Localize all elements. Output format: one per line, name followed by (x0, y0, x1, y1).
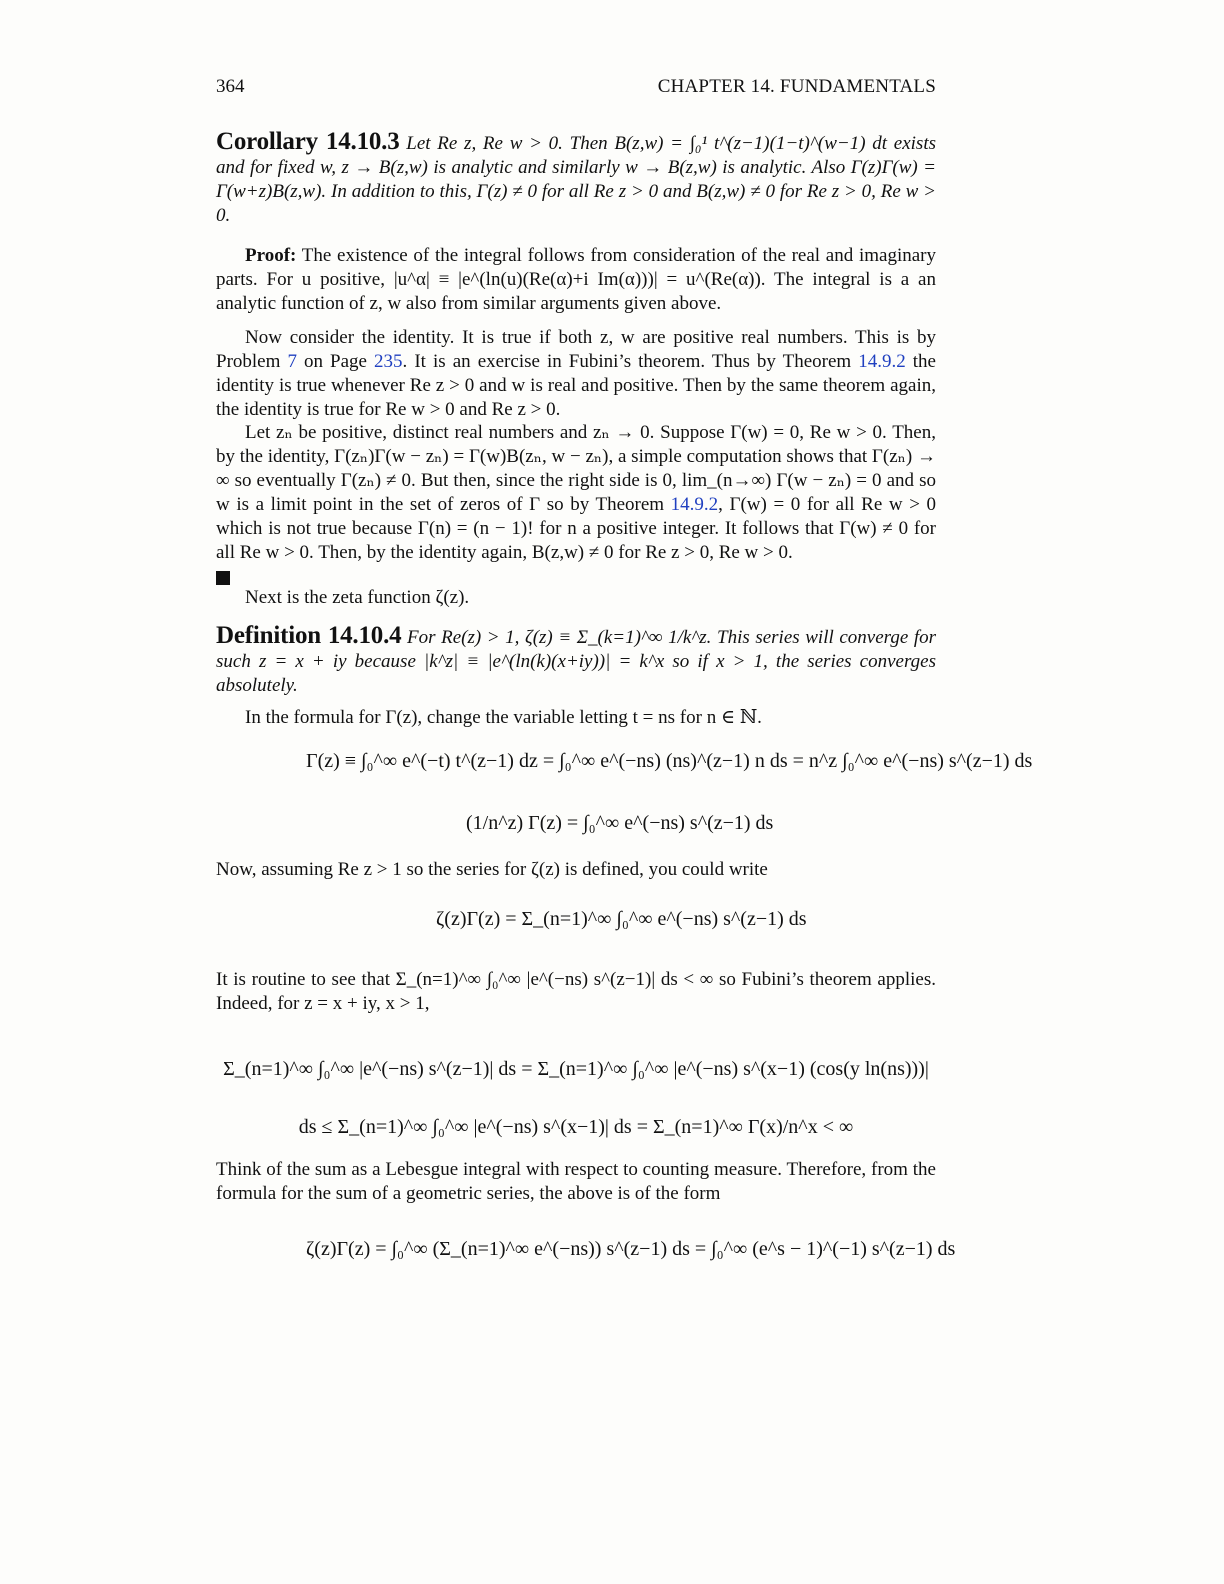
equation-gamma-over-nz: (1/n^z) Γ(z) = ∫₀^∞ e^(−ns) s^(z−1) ds (466, 812, 774, 834)
assuming-text (216, 858, 936, 882)
proof-text-2b: on Page (296, 351, 375, 372)
definition-label: Definition 14.10.4 (216, 622, 402, 649)
corollary-statement: Let Re z, Re w > 0. Then B(z,w) = ∫₀¹ t^(z−1)(1−t)^(w−1) dt exists and for fixed w, z → B(z,w) is analytic and similarly w → B(z,w) is analytic. Also Γ(z)Γ(w) = Γ(w+z)B(z,w). In addition to this, Γ(z) ≠ 0 for all Re z > 0 and B(z,w) ≠ 0 for Re z > 0, Re w > 0. (216, 133, 936, 226)
proof-text-1: The existence of the integral follows from consideration of the real and imaginary parts. For u positive, |u^α| ≡ |e^(ln(u)(Re(α)+i Im(α)))| = u^(Re(α)). The integral is a an analytic function of z, w also from similar arguments given above. (216, 245, 936, 314)
chapter-title: CHAPTER 14. FUNDAMENTALS (657, 76, 936, 97)
equation-geometric-series: ζ(z)Γ(z) = ∫₀^∞ (Σ_(n=1)^∞ e^(−ns)) s^(z−1) ds = ∫₀^∞ (e^s − 1)^(−1) s^(z−1) ds (306, 1238, 956, 1260)
proof-paragraph-3 (216, 421, 936, 589)
zeta-intro (216, 586, 936, 610)
proof-text-2a: Now consider the identity. It is true if both z, w are positive real numbers. This is by Problem (216, 327, 936, 372)
think-sentence: Think of the sum as a Lebesgue integral with respect to counting measure. Therefore, from the formula for the sum of a geometric series, the above is of the form (216, 1159, 936, 1204)
equation-zeta-gamma-sum: ζ(z)Γ(z) = Σ_(n=1)^∞ ∫₀^∞ e^(−ns) s^(z−1) ds (436, 908, 807, 930)
change-variable-text (216, 706, 936, 730)
proof-text-2d: the identity is true whenever Re z > 0 and w is real and positive. Then by the same theorem again, the identity is true for Re w > 0 and Re z > 0. (216, 351, 936, 420)
routine-sentence: It is routine to see that Σ_(n=1)^∞ ∫₀^∞ |e^(−ns) s^(z−1)| ds < ∞ so Fubini’s theorem applies. Indeed, for z = x + iy, x > 1, (216, 969, 936, 1014)
theorem-link[interactable]: 14.9.2 (858, 351, 906, 372)
page-header (216, 76, 936, 102)
think-text (216, 1158, 936, 1206)
theorem-link-2[interactable]: 14.9.2 (670, 494, 719, 515)
definition-block (216, 624, 936, 698)
page-link[interactable]: 235 (374, 351, 403, 372)
zeta-intro-text: Next is the zeta function ζ(z). (245, 587, 470, 608)
corollary-label: Corollary 14.10.3 (216, 128, 400, 155)
page-number: 364 (216, 76, 245, 97)
proof-paragraph-1 (216, 244, 936, 316)
problem-link[interactable]: 7 (287, 351, 297, 372)
proof-text-2c: . It is an exercise in Fubini’s theorem. Thus by Theorem (402, 351, 859, 372)
proof-text-3a: Let zₙ be positive, distinct real numbers and zₙ → 0. Suppose Γ(w) = 0, Re w > 0. Then, by the identity, Γ(zₙ)Γ(w − zₙ) = Γ(w)B(zₙ, w − zₙ), a simple computation shows that Γ(zₙ) → ∞ so eventually Γ(zₙ) ≠ 0. But then, since the right side is 0, lim_(n→∞) Γ(w − zₙ) = 0 and so w is a limit point in the set of zeros of Γ so by Theorem (216, 422, 936, 515)
change-variable-sentence: In the formula for Γ(z), change the variable letting t = ns for n ∈ ℕ. (245, 707, 762, 728)
equation-fubini-bound: Σ_(n=1)^∞ ∫₀^∞ |e^(−ns) s^(z−1)| ds = Σ_(n=1)^∞ ∫₀^∞ |e^(−ns) s^(x−1) (cos(y ln(ns)))| ds ≤ Σ_(n=1)^∞ ∫₀^∞ |e^(−ns) s^(x−1)| ds = Σ_(n=1)^∞ Γ(x)/n^x < ∞ (223, 1058, 929, 1138)
proof-paragraph-2 (216, 326, 936, 422)
routine-text (216, 968, 936, 1016)
definition-statement: For Re(z) > 1, ζ(z) ≡ Σ_(k=1)^∞ 1/k^z. This series will converge for such z = x + iy because |k^z| ≡ |e^(ln(k)(x+iy))| = k^x so if x > 1, the series converges absolutely. (216, 627, 937, 696)
qed-square-icon (216, 571, 230, 585)
equation-gamma-substitution: Γ(z) ≡ ∫₀^∞ e^(−t) t^(z−1) dz = ∫₀^∞ e^(−ns) (ns)^(z−1) n ds = n^z ∫₀^∞ e^(−ns) s^(z−1) ds (306, 750, 1033, 772)
corollary-block (216, 130, 936, 228)
proof-label: Proof: (245, 245, 297, 266)
assuming-sentence: Now, assuming Re z > 1 so the series for ζ(z) is defined, you could write (216, 859, 768, 880)
proof-text-3b: , Γ(w) = 0 for all Re w > 0 which is not true because Γ(n) = (n − 1)! for n a positive integer. It follows that Γ(w) ≠ 0 for all Re w > 0. Then, by the identity again, B(z,w) ≠ 0 for Re z > 0, Re w > 0. (216, 494, 936, 563)
